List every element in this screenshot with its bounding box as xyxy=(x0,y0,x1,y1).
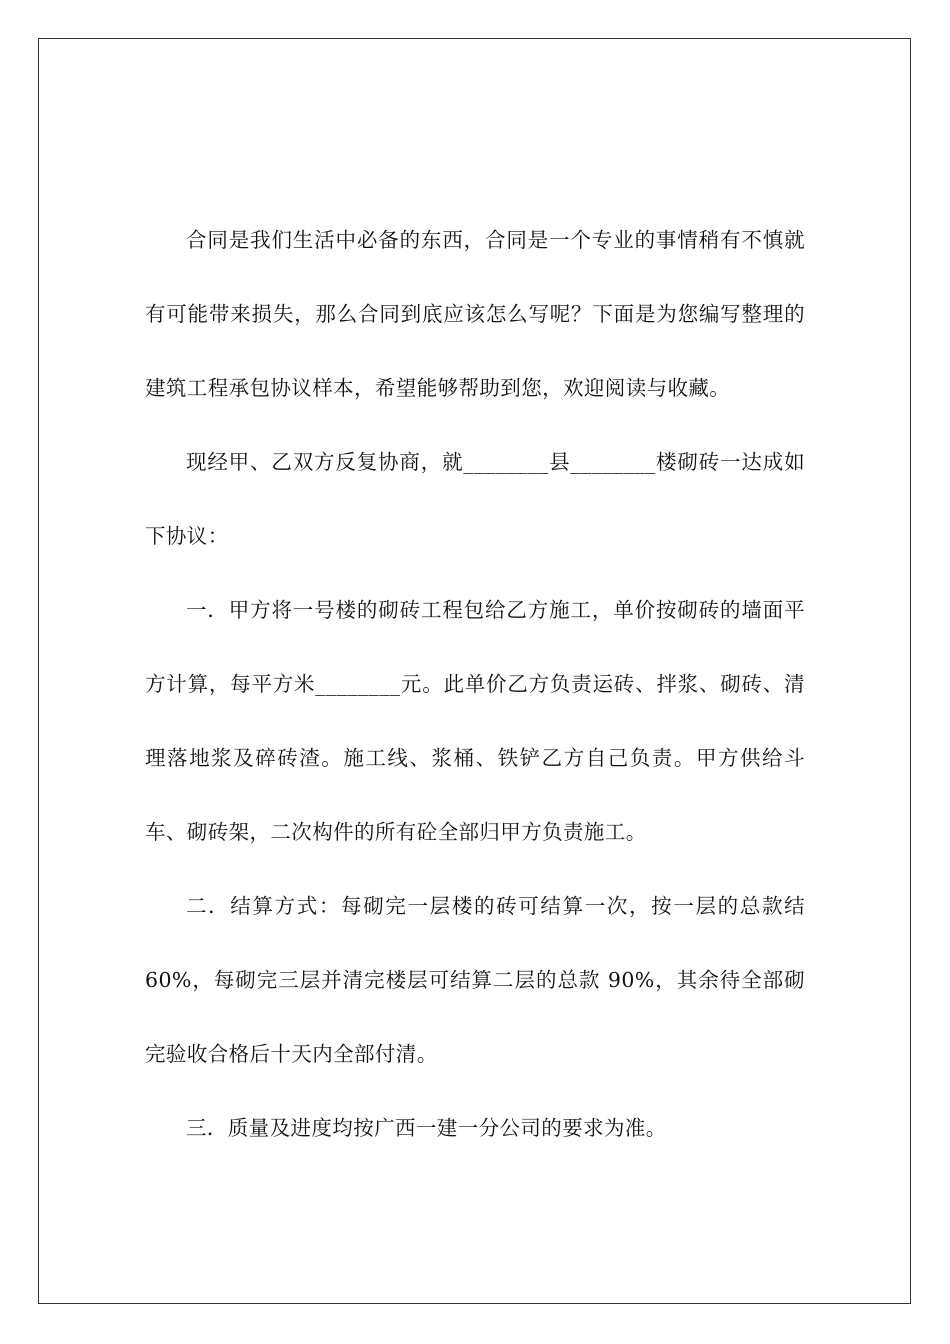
paragraph-agreement-preamble: 现经甲、乙双方反复协商，就________县________楼砌砖一达成如下协议： xyxy=(145,450,805,548)
paragraph-clause-2: 二．结算方式：每砌完一层楼的砖可结算一次，按一层的总款结 60%，每砌完三层并清完楼层可结算二层的总款 90%，其余待全部砌完验收合格后十天内全部付清。 xyxy=(145,894,805,1066)
paragraph-intro: 合同是我们生活中必备的东西，合同是一个专业的事情稍有不慎就有可能带来损失，那么合同到底应该怎么写呢？下面是为您编写整理的建筑工程承包协议样本，希望能够帮助到您，欢迎阅读与收藏。 xyxy=(145,228,805,400)
paragraph-clause-3: 三．质量及进度均按广西一建一分公司的要求为准。 xyxy=(186,1116,667,1140)
paragraph-clause-1: 一．甲方将一号楼的砌砖工程包给乙方施工，单价按砌砖的墙面平方计算，每平方米________元。此单价乙方负责运砖、拌浆、砌砖、清理落地浆及碎砖渣。施工线、浆桶、铁铲乙方自己负责。甲方供给斗车、砌砖架，二次构件的所有砼全部归甲方负责施工。 xyxy=(145,598,805,844)
document-body xyxy=(145,203,805,1165)
